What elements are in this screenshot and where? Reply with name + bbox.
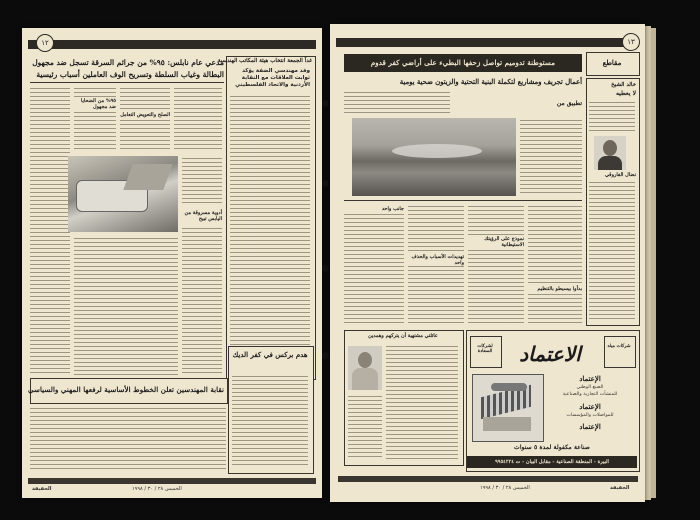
article-text [589, 180, 635, 320]
footer-date: الخميس ٢٨ / ٣٠ / ١٩٩٨ [480, 485, 530, 491]
ad-solar-heater-image [472, 374, 544, 442]
article-text [589, 100, 635, 134]
subhead-threats: تهديدات الأسباب والحذف واحد [408, 254, 464, 266]
subhead-compensation: الصلح والتعويض التعامل [120, 112, 170, 118]
column-title: خالد الشيخ [611, 82, 636, 88]
article-text [348, 394, 382, 460]
article-text [174, 86, 222, 152]
headline-unemployment: البطالة وغياب السلطة وتسريح الوف العاملين أسباب رئيسية [36, 70, 224, 79]
headline-engineers-syndicate: نقابة المهندسين تعلن الخطوط الأساسية لرفعها المهني والسياسي [27, 385, 224, 394]
page-number: ١٣ [622, 33, 640, 51]
top-rule [336, 38, 639, 47]
article-text [520, 118, 582, 196]
divider [344, 200, 582, 201]
footer-brand: الحقيقة [610, 485, 630, 491]
subhead-medicines: أدوية مسروقة من اليابس تبيح [184, 210, 222, 222]
bottom-rule [28, 478, 316, 484]
column-author: نضال الفاروقي [605, 172, 636, 178]
binder-hole [322, 180, 329, 187]
article-text [344, 204, 404, 324]
footer-brand: الحقيقة [32, 486, 52, 492]
article-text [74, 86, 116, 152]
article-text [74, 236, 178, 376]
ad-line-2: للمنشآت التجارية والصناعية [562, 392, 618, 397]
subhead-started: بدأوا بيسيطو بالتنظيم [528, 286, 582, 292]
sub-headline: أعمال تجريف ومشاريع لتكملة البنية التحتية والزيتون ضحية يومية [399, 78, 582, 86]
subhead-model: نموذج على الرؤيتك الاستيطانية [468, 236, 524, 248]
ad-address-bar: البيرة - المنطقة الصناعية - مقابل البيان - ت ٩٩٥٤٢٢٤ [467, 456, 637, 468]
divider [30, 82, 224, 83]
article-text [182, 226, 222, 376]
top-rule [28, 40, 316, 49]
section-label: مقاطع [602, 58, 622, 67]
binder-hole [322, 265, 329, 272]
article-text [120, 86, 170, 152]
bottom-rule [338, 476, 638, 482]
main-headline: مستوطنة تدوميم تواصل زحفها البطيء على أراضي كفر قدوم [344, 54, 582, 72]
article-text [386, 344, 458, 460]
subhead-one-side: جانب واحد [344, 206, 404, 212]
settlement-landscape-photo [352, 118, 516, 196]
article-text [230, 94, 310, 374]
article-text [30, 406, 226, 472]
subheadline-engineers: وفد مهندسي الضفة يؤكد ثوابت العلاقات مع النقابة الأردنية والاتحاد الفلسطيني [235, 68, 310, 88]
ad-title-3: الإعتماد [579, 422, 601, 431]
article-text [30, 86, 70, 376]
article-text [528, 204, 582, 324]
ad-title: الإعتماد [579, 374, 601, 383]
article-text [344, 90, 450, 116]
subhead-victims: ٩٥% من الضحايا ضد مجهول [74, 98, 116, 110]
column-subtitle: لا يعطيه [615, 90, 636, 97]
quote-headline: عائلتي مشتهية أن يتركهم وهمدين [368, 333, 438, 339]
author-portrait [594, 136, 626, 170]
article-text [232, 374, 308, 468]
ad-warranty: صناعة مكفولة لمدة ٥ سنوات [514, 444, 590, 451]
footer-date: الخميس ٢٨ / ٣٠ / ١٩٩٨ [132, 486, 182, 492]
binder-hole [322, 100, 329, 107]
article-text [468, 204, 524, 324]
article-text [182, 156, 222, 206]
quote-portrait [348, 346, 382, 390]
page-number: ١٢ [36, 34, 54, 52]
ad-title-2: الإعتماد [579, 402, 601, 411]
ad-corner-right: شركات مياه [607, 344, 631, 349]
left-newspaper-page [22, 28, 322, 498]
ad-corner-box [604, 336, 636, 368]
news-photo-car [68, 156, 178, 232]
headline-nablus-theft: مدعي عام نابلس: ٩٥% من جرائم السرقة تسجل ضد مجهول [32, 58, 224, 67]
headline-engineers-election: غداً الجمعة انتخاب هيئة المكاتب الهندسية [217, 58, 312, 64]
page-stack-edge [651, 28, 656, 498]
ad-line-3: للمواصلات والمؤسسات [566, 413, 614, 418]
ad-logo: الاعتماد [519, 342, 581, 366]
binder-hole [322, 352, 329, 359]
ad-line-1: الصنع الوطني [576, 385, 604, 390]
right-newspaper-page [330, 24, 645, 502]
photo-caption: تطبيق من [556, 100, 582, 107]
headline-demolition: هدم بركس في كفر الديك [232, 350, 308, 359]
ad-corner-left: لشركات السعادة [477, 344, 493, 354]
